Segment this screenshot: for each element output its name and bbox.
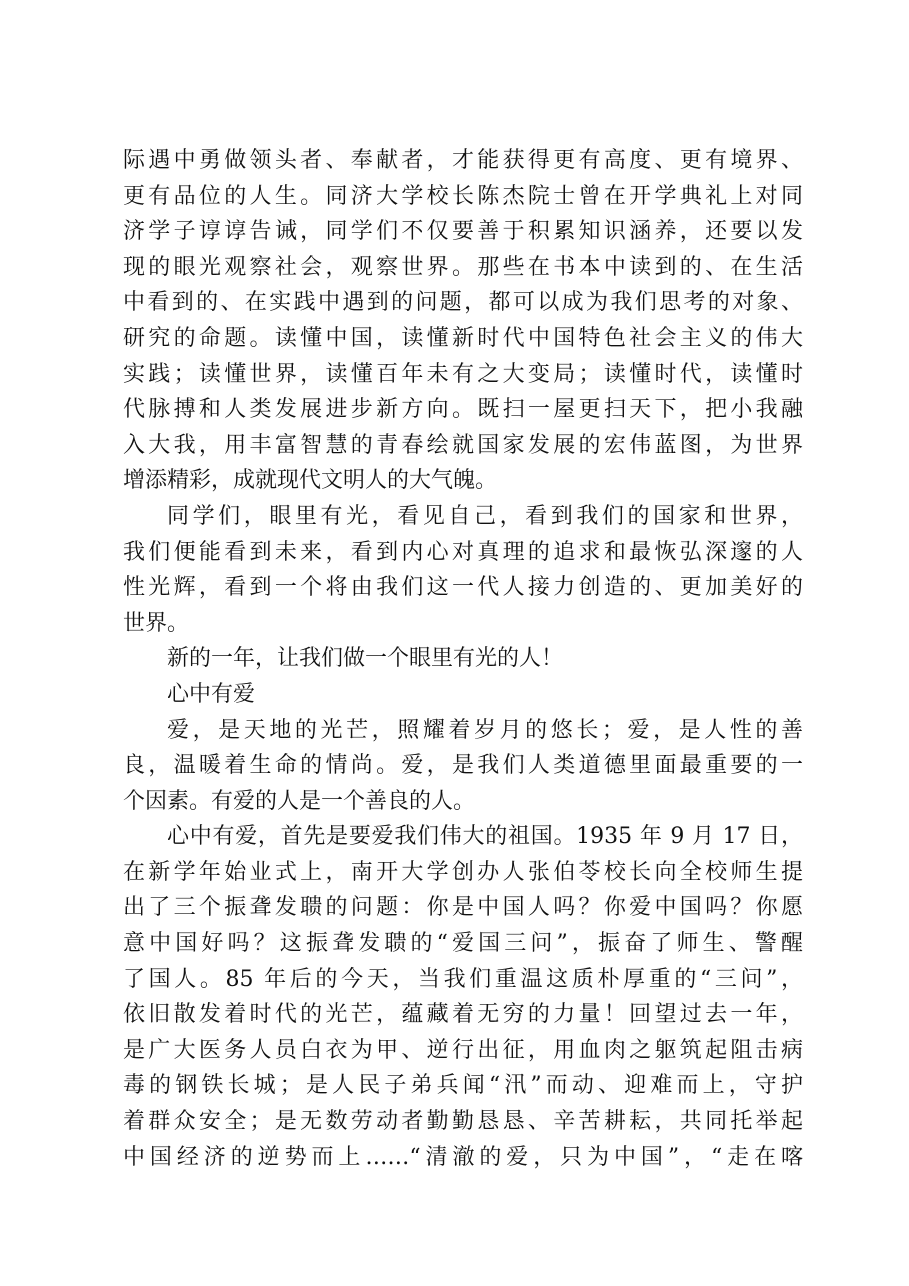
text-line: 研究的命题。读懂中国，读懂新时代中国特色社会主义的伟大	[123, 325, 803, 351]
text-line: 出了三个振聋发聩的问题：你是中国人吗？你爱中国吗？你愿	[123, 895, 803, 921]
text-line: 心中有爱	[167, 681, 256, 707]
text-line: 中看到的、在实践中遇到的问题，都可以成为我们思考的对象、	[123, 290, 803, 316]
text-line: 实践；读懂世界，读懂百年未有之大变局；读懂时代，读懂时	[123, 361, 803, 387]
document-body	[123, 143, 803, 1175]
text-line: 了国人。85 年后的今天，当我们重温这质朴厚重的“三问”，	[123, 966, 803, 992]
text-line: 新的一年，让我们做一个眼里有光的人！	[167, 646, 564, 672]
text-line: 现的眼光观察社会，观察世界。那些在书本中读到的、在生活	[123, 254, 803, 280]
text-line: 世界。	[123, 610, 190, 636]
text-line: 更有品位的人生。同济大学校长陈杰院士曾在开学典礼上对同	[123, 183, 803, 209]
text-line: 良，温暖着生命的情尚。爱，是我们人类道德里面最重要的一	[123, 753, 803, 779]
text-line: 着群众安全；是无数劳动者勤勤恳恳、辛苦耕耘，共同托举起	[123, 1109, 803, 1135]
text-line: 个因素。有爱的人是一个善良的人。	[123, 788, 476, 814]
text-line: 依旧散发着时代的光芒，蕴藏着无穷的力量！回望过去一年，	[123, 1002, 803, 1028]
text-line: 毒的钢铁长城；是人民子弟兵闻“汛”而动、迎难而上，守护	[123, 1073, 803, 1099]
text-line: 是广大医务人员白衣为甲、逆行出征，用血肉之躯筑起阻击病	[123, 1037, 803, 1063]
text-line: 心中有爱，首先是要爱我们伟大的祖国。1935 年 9 月 17 日，	[167, 824, 803, 850]
text-line: 增添精彩，成就现代文明人的大气魄。	[123, 468, 498, 494]
text-line: 济学子谆谆告诫，同学们不仅要善于积累知识涵养，还要以发	[123, 219, 803, 245]
text-line: 入大我，用丰富智慧的青春绘就国家发展的宏伟蓝图，为世界	[123, 432, 803, 458]
text-line: 我们便能看到未来，看到内心对真理的追求和最恢弘深邃的人	[123, 539, 803, 565]
text-line: 性光辉，看到一个将由我们这一代人接力创造的、更加美好的	[123, 575, 803, 601]
text-line: 际遇中勇做领头者、奉献者，才能获得更有高度、更有境界、	[123, 148, 803, 173]
text-line: 在新学年始业式上，南开大学创办人张伯苓校长向全校师生提	[123, 859, 803, 885]
text-line: 同学们，眼里有光，看见自己，看到我们的国家和世界，	[167, 503, 803, 529]
text-line: 意中国好吗？这振聋发聩的“爱国三问”，振奋了师生、警醒	[123, 931, 803, 957]
text-line: 爱，是天地的光芒，照耀着岁月的悠长；爱，是人性的善	[167, 717, 803, 743]
text-line: 中国经济的逆势而上……“清澈的爱，只为中国”，“走在喀	[123, 1144, 803, 1170]
text-line: 代脉搏和人类发展进步新方向。既扫一屋更扫天下，把小我融	[123, 397, 803, 423]
